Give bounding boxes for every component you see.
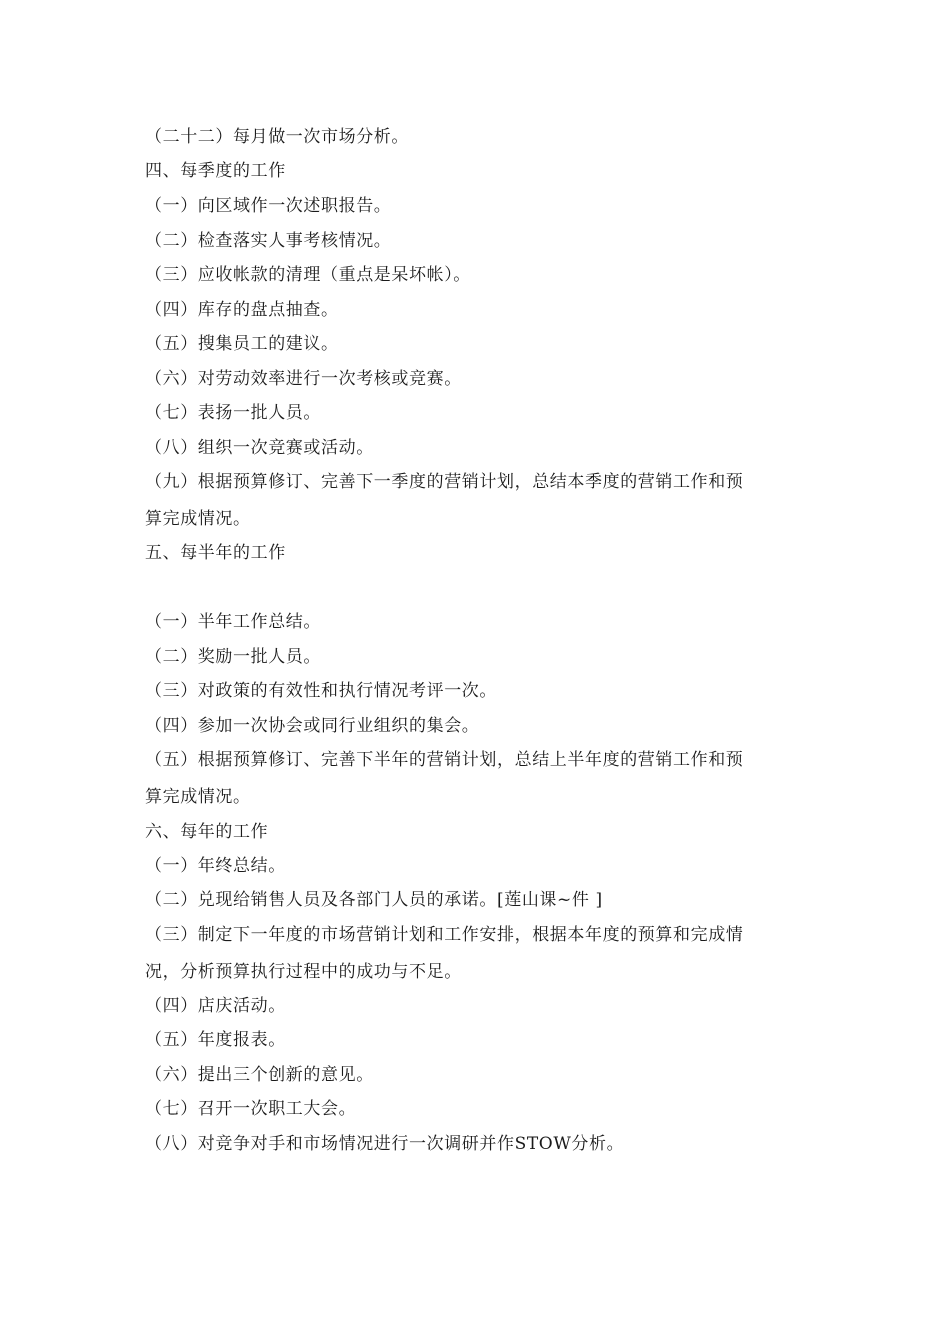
section-heading-yearly: 六、每年的工作 (145, 822, 269, 842)
list-item: （一）年终总结。 (145, 856, 286, 876)
list-item: （四）库存的盘点抽查。 (145, 300, 339, 320)
list-item-continuation: 算完成情况。 (145, 787, 251, 807)
list-item: （三）应收帐款的清理（重点是呆坏帐）。 (145, 265, 471, 285)
list-item: （五）根据预算修订、完善下半年的营销计划，总结上半年度的营销工作和预 (145, 750, 744, 770)
section-heading-quarterly: 四、每季度的工作 (145, 161, 286, 181)
list-item: （七）表扬一批人员。 (145, 403, 321, 423)
list-item: （五）年度报表。 (145, 1030, 286, 1050)
list-item: （五）搜集员工的建议。 (145, 334, 339, 354)
list-item: （二）兑现给销售人员及各部门人员的承诺。[莲山课~件 ] (145, 890, 603, 910)
list-item: （三）对政策的有效性和执行情况考评一次。 (145, 681, 497, 701)
list-item: （二）奖励一批人员。 (145, 647, 321, 667)
list-item: （三）制定下一年度的市场营销计划和工作安排，根据本年度的预算和完成情 (145, 925, 744, 945)
list-item: （七）召开一次职工大会。 (145, 1099, 357, 1119)
list-item: （九）根据预算修订、完善下一季度的营销计划，总结本季度的营销工作和预 (145, 472, 744, 492)
list-item: （四）店庆活动。 (145, 996, 286, 1016)
section-heading-half-year: 五、每半年的工作 (145, 543, 286, 563)
list-item: （一）半年工作总结。 (145, 612, 321, 632)
list-item: （二）检查落实人事考核情况。 (145, 231, 392, 251)
list-item: （一）向区域作一次述职报告。 (145, 196, 392, 216)
list-item: （八）组织一次竞赛或活动。 (145, 438, 374, 458)
list-item: （四）参加一次协会或同行业组织的集会。 (145, 716, 480, 736)
list-item-monthly-market-analysis: （二十二）每月做一次市场分析。 (145, 127, 409, 147)
list-item: （六）对劳动效率进行一次考核或竞赛。 (145, 369, 462, 389)
list-item-continuation: 算完成情况。 (145, 509, 251, 529)
list-item: （八）对竞争对手和市场情况进行一次调研并作STOW分析。 (145, 1134, 625, 1154)
list-item-continuation: 况，分析预算执行过程中的成功与不足。 (145, 962, 462, 982)
list-item: （六）提出三个创新的意见。 (145, 1065, 374, 1085)
